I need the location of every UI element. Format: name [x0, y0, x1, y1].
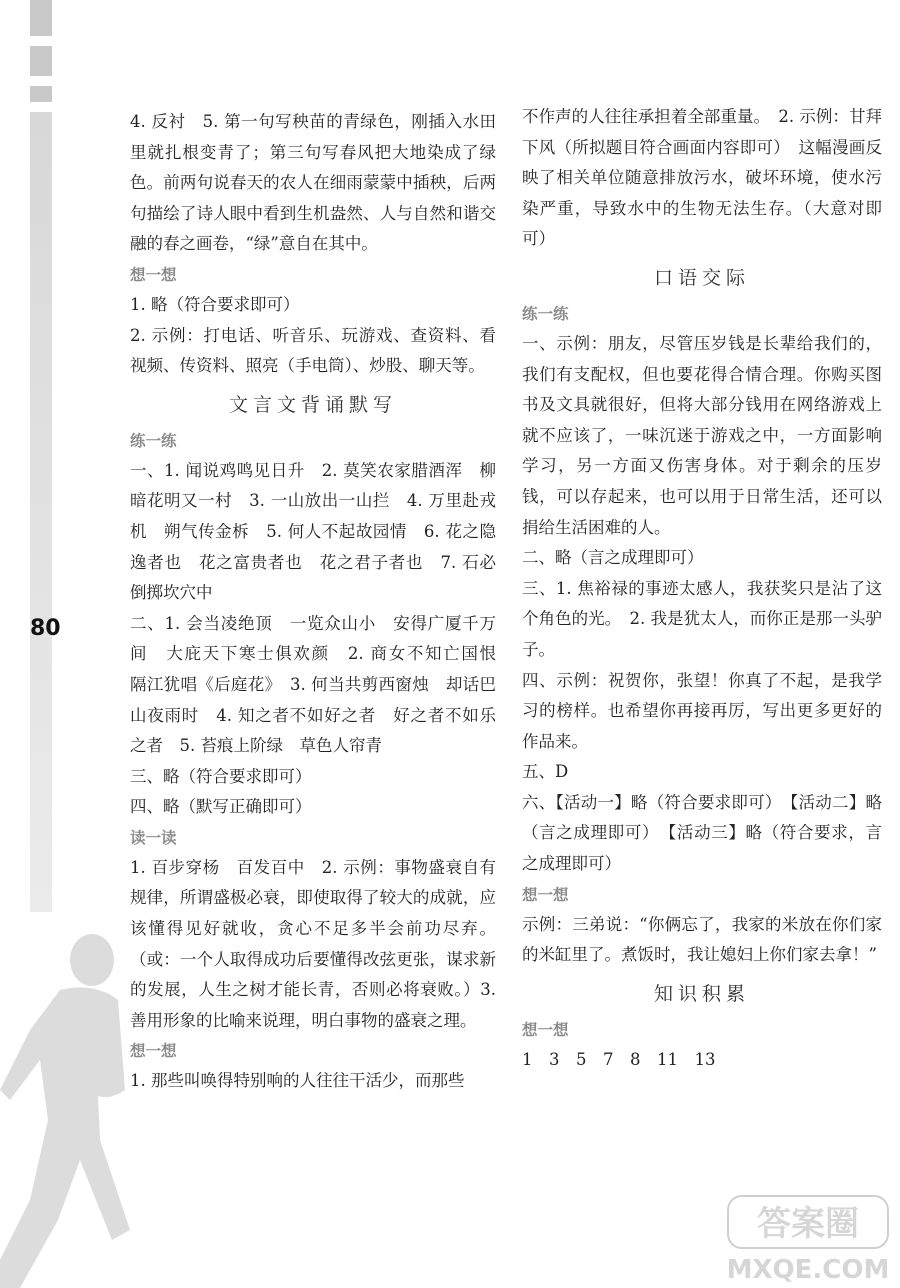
answer-paragraph: 不作声的人往往承担着全部重量。 2. 示例：甘拜下风（所拟题目符合画面内容即可） 这幅漫画反映了相关单位随意排放污水，破坏环境，使水污染严重，导致水中的生物无法生存。（大意对即可）	[522, 107, 882, 249]
left-column	[130, 107, 513, 1097]
answer-paragraph: 1 3 5 7 8 11 13	[522, 1049, 716, 1069]
margin-block	[30, 86, 52, 102]
answer-paragraph: 4. 反衬 5. 第一句写秧苗的青绿色，刚插入水田里就扎根变青了；第三句写春风把大地染成了绿色。前两句说春天的农人在细雨蒙蒙中插秧，后两句描绘了诗人眼中看到生机盎然、人与自然和谐交融的春之画卷，“绿”意自在其中。	[130, 112, 496, 254]
answer-paragraph: 三、略（符合要求即可）	[130, 766, 312, 786]
answer-paragraph: 五、D	[522, 762, 569, 782]
margin-block	[30, 0, 52, 36]
section-title: 知识积累	[653, 982, 750, 1005]
section-title: 口语交际	[653, 266, 750, 289]
subheading-read: 读一读	[130, 828, 177, 847]
answer-paragraph: 2. 示例：打电话、听音乐、玩游戏、查资料、看视频、传资料、照亮（手电筒）、炒股、聊天等。	[130, 325, 496, 376]
subheading-think: 想一想	[522, 1020, 569, 1039]
runner-silhouette-icon	[0, 900, 140, 1288]
subheading-practice: 练一练	[522, 304, 569, 323]
margin-bar	[30, 112, 52, 912]
page-number: 80	[30, 616, 61, 641]
margin-block	[30, 46, 52, 76]
answer-paragraph: 二、略（言之成理即可）	[522, 548, 704, 568]
answer-paragraph: 四、略（默写正确即可）	[130, 797, 312, 817]
answer-paragraph: 六、【活动一】略（符合要求即可） 【活动二】略（言之成理即可） 【活动三】略（符合要求，言之成理即可）	[522, 792, 882, 874]
answer-paragraph: 一、示例：朋友，尽管压岁钱是长辈给我们的，我们有支配权，但也要花得合情合理。你购买图书及文具就很好，但将大部分钱用在网络游戏上就不应该了，一味沉迷于游戏之中，一方面影响学习，另一方面又伤害身体。对于剩余的压岁钱，可以存起来，也可以用于日常生活，还可以捐给生活困难的人。	[522, 333, 882, 537]
right-column	[522, 102, 882, 1075]
answer-paragraph: 示例：三弟说：“你俩忘了，我家的米放在你们家的米缸里了。煮饭时，我让媳妇上你们家去拿！”	[522, 914, 882, 965]
answer-paragraph: 三、1. 焦裕禄的事迹太感人，我获奖只是沾了这个角色的光。 2. 我是犹太人，而你正是那一头驴子。	[522, 578, 882, 659]
watermark-logo	[718, 1186, 898, 1288]
subheading-think: 想一想	[130, 265, 177, 284]
answer-paragraph: 1. 略（符合要求即可）	[130, 294, 300, 314]
answer-paragraph: 四、示例：祝贺你，张望！你真了不起，是我学习的榜样。也希望你再接再厉，写出更多更好的作品来。	[522, 670, 882, 751]
answer-paragraph: 1. 那些叫唤得特别响的人往往干活少，而那些	[130, 1071, 465, 1091]
answer-paragraph: 二、1. 会当凌绝顶 一览众山小 安得广厦千万间 大庇天下寒士俱欢颜 2. 商女不知亡国恨 隔江犹唱《后庭花》 3. 何当共剪西窗烛 却话巴山夜雨时 4. 知之者不如好之者 好之者不如乐之者 5. 苔痕上阶绿 草色人帘青	[130, 613, 513, 756]
subheading-think: 想一想	[522, 885, 569, 904]
watermark-text: 答案圈	[757, 1204, 859, 1244]
section-title: 文言文背诵默写	[228, 393, 397, 416]
answer-paragraph: 1. 百步穿杨 百发百中 2. 示例：事物盛衰自有规律，所谓盛极必衰，即使取得了较大的成就，应该懂得见好就收，贪心不足多半会前功尽弃。（或：一个人取得成功后要懂得改弦更张，谋求新的发展，人生之树才能长青，否则必将衰败。）3. 善用形象的比喻来说理，明白事物的盛衰之理。	[130, 857, 496, 1030]
watermark-url: MXQE.COM	[726, 1255, 890, 1285]
answer-paragraph: 一、1. 闻说鸡鸣见日升 2. 莫笑农家腊酒浑 柳暗花明又一村 3. 一山放出一山拦 4. 万里赴戎机 朔气传金柝 5. 何人不起故园情 6. 花之隐逸者也 花之富贵者也 花之君子者也 7. 石必倒掷坎穴中	[130, 460, 496, 603]
subheading-practice: 练一练	[130, 431, 177, 450]
subheading-think: 想一想	[130, 1042, 177, 1061]
